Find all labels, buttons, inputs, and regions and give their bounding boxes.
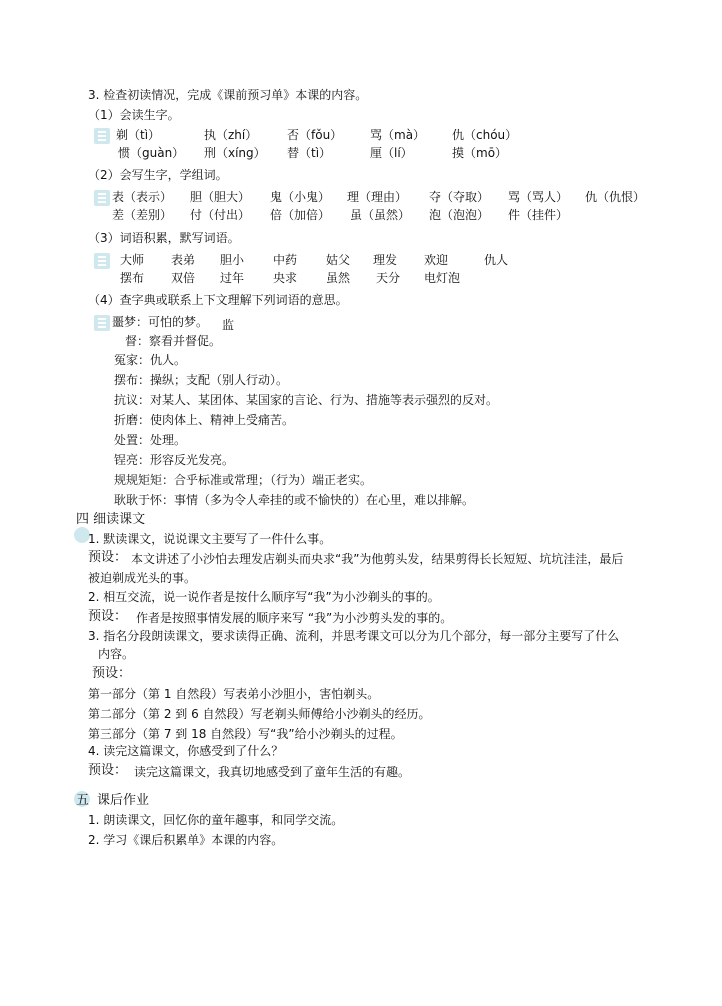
homework-2: 2. 学习《课后积累单》本课的内容。 [88,833,284,847]
write-word: 件（挂件） [508,208,569,222]
read-char: 仇（chóu） [452,128,518,142]
part-item: 第二部分（第 2 到 6 自然段）写老剃头师傅给小沙剃头的经历。 [88,707,431,721]
definition-item: 锃亮：形容反光发亮。 [114,453,235,467]
read-char: 替（tì） [287,146,332,160]
part-item: 第一部分（第 1 自然段）写表弟小沙胆小，害怕剃头。 [88,687,380,701]
vocab-word: 央求 [273,271,298,285]
vocab-word: 电灯泡 [424,271,461,285]
answer-4-text: 读完这篇课文，我真切地感受到了童年生活的有趣。 [134,765,411,779]
write-word: 倍（加倍） [270,208,331,222]
section-4-title: 四 细读课文 [76,512,146,527]
vocab-word: 胆小 [220,253,245,267]
write-word: 仇（仇恨） [585,190,646,204]
write-word: 骂（骂人） [508,190,569,204]
question-4: 4. 读完这篇课文，你感受到了什么？ [88,744,284,758]
write-word: 泡（泡泡） [429,208,490,222]
definition-item: 冤家：仇人。 [114,353,187,367]
vocab-word: 摆布 [120,271,145,285]
read-char: 执（zhí） [204,128,258,142]
pencil-tag-icon [94,315,110,331]
vocab-word: 欢迎 [424,253,449,267]
question-3: 3. 指名分段朗读课文，要求读得正确、流利，并思考课文可以分为几个部分，每一部分主要写了什么 [88,629,620,643]
definition-item: 折磨：使肉体上、精神上受痛苦。 [114,413,295,427]
answer-2-label: 预设： [88,609,128,624]
section-5-title: 课后作业 [97,793,150,808]
pencil-tag-icon [94,190,110,206]
definition-item: 抗议：对某人、某团体、某国家的言论、行为、措施等表示强烈的反对。 [114,393,499,407]
answer-4-label: 预设： [88,763,128,778]
question-2: 2. 相互交流，说一说作者是按什么顺序写“我”为小沙剃头的事的。 [88,590,440,604]
write-word: 虽（虽然） [350,208,411,222]
sub-heading-defs: （4）查字典或联系上下文理解下列词语的意思。 [88,293,348,307]
pencil-tag-icon [94,128,110,144]
answer-1-cont: 被迫剃成光头的事。 [88,571,197,585]
definition-item: 处置：处理。 [114,433,187,447]
vocab-word: 理发 [373,253,398,267]
definition-item: 耿耿于怀：事情（多为令人牵挂的或不愉快的）在心里，难以排解。 [114,493,475,507]
answer-2-text: 作者是按照事情发展的顺序来写 “我”为小沙剪头发的事的。 [136,611,453,625]
vocab-word: 表弟 [171,253,196,267]
read-char: 骂（mà） [370,128,426,142]
vocab-word: 双倍 [171,271,196,285]
section-3-title: 3. 检查初读情况，完成《课前预习单》本课的内容。 [88,88,368,102]
vocab-word: 过年 [220,271,245,285]
answer-1-text: 本文讲述了小沙怕去理发店剃头而央求“我”为他剪头发，结果剪得长长短短、坑坑洼洼，最后 [131,552,624,566]
definition-item: 摆布：操纵；支配（别人行动）。 [114,373,289,387]
vocab-word: 虽然 [326,271,351,285]
part-item: 第三部分（第 7 到 18 自然段）写“我”给小沙剃头的过程。 [88,727,403,741]
pencil-tag-icon [94,253,110,269]
sub-heading-vocab: （3）词语积累，默写词语。 [88,231,240,245]
vocab-word: 姑父 [326,253,351,267]
write-word: 付（付出） [190,208,251,222]
read-char: 刑（xíng） [204,146,266,160]
question-1: 1. 默读课文，说说课文主要写了一件什么事。 [88,532,332,546]
definition-item: 噩梦：可怕的梦。 [112,315,209,329]
write-word: 表（表示） [112,190,173,204]
vocab-word: 大师 [120,253,145,267]
definition-item: 督：察看并督促。 [125,334,222,348]
question-3-cont: 内容。 [98,647,135,661]
read-char: 剃（tì） [116,128,161,142]
answer-3-label: 预设： [92,666,132,681]
read-char: 惯（guàn） [118,146,185,160]
definition-item: 规规矩矩：合乎标准或常理；（行为）端正老实。 [114,473,373,487]
sub-heading-write: （2）会写生字，学组词。 [88,168,228,182]
answer-1-label: 预设： [88,550,128,565]
read-char: 摸（mō） [452,146,508,160]
section-5-number: 五 [76,793,90,808]
homework-1: 1. 朗读课文，回忆你的童年趣事，和同学交流。 [88,813,344,827]
write-word: 胆（胆大） [190,190,251,204]
write-word: 夺（夺取） [429,190,490,204]
write-word: 差（差别） [112,208,173,222]
vocab-word: 中药 [273,253,298,267]
write-word: 鬼（小鬼） [270,190,331,204]
sub-heading-read: （1）会读生字。 [88,108,180,122]
vocab-word: 仇人 [484,253,509,267]
write-word: 理（理由） [347,190,408,204]
read-char: 否（fǒu） [287,128,343,142]
vocab-word: 天分 [376,271,401,285]
definition-fragment: 监 [222,318,235,332]
read-char: 厘（lí） [370,146,413,160]
